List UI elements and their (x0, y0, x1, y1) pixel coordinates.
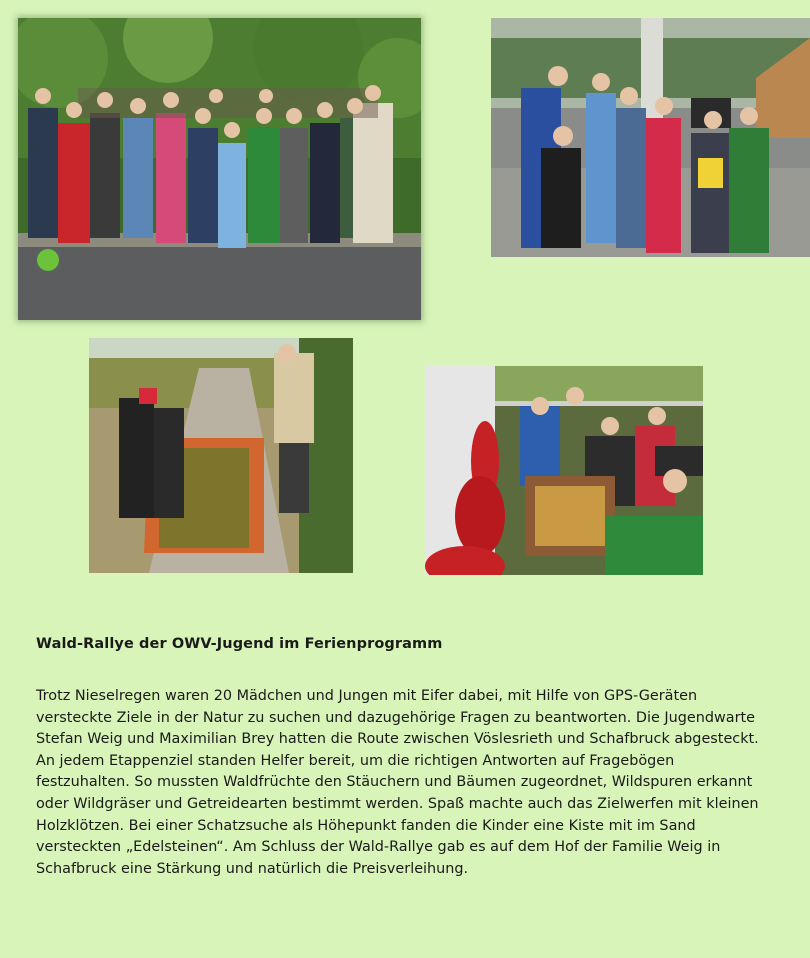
article-body: Trotz Nieselregen waren 20 Mädchen und Jungen mit Eifer dabei, mit Hilfe von GPS-Geräten versteckte Ziele in der Natur zu suchen und dazugehörige Fragen zu beantworten. Die Jugendwarte Stefan Weig und Maximilian Brey hatten die Route zwischen Vöslesrieth und Schafbruck abgesteckt. An jedem Etappenziel standen Helfer bereit, um die richtigen Antworten auf Fragebögen festzuhalten. So mussten Waldfrüchte den Stäuchern und Bäumen zugeordnet, Wildspuren erkannt oder Wildgräser und Getreidearten bestimmt werden. Spaß machte auch das Zielwerfen mit kleinen Holzklötzen. Bei einer Schatzsuche als Höhepunkt fanden die Kinder eine Kiste mit im Sand versteckten „Edelsteinen“. Am Schluss der Wald-Rallye gab es auf dem Hof der Familie Weig in Schafbruck eine Stärkung und natürlich die Preisverleihung. (36, 688, 759, 877)
children-at-house-photo (491, 18, 810, 257)
forest-path-table-photo (89, 338, 353, 573)
group-photo (18, 18, 421, 320)
treasure-box-photo (425, 366, 703, 575)
article-title: Wald-Rallye der OWV-Jugend im Ferienprogramm (36, 636, 443, 652)
